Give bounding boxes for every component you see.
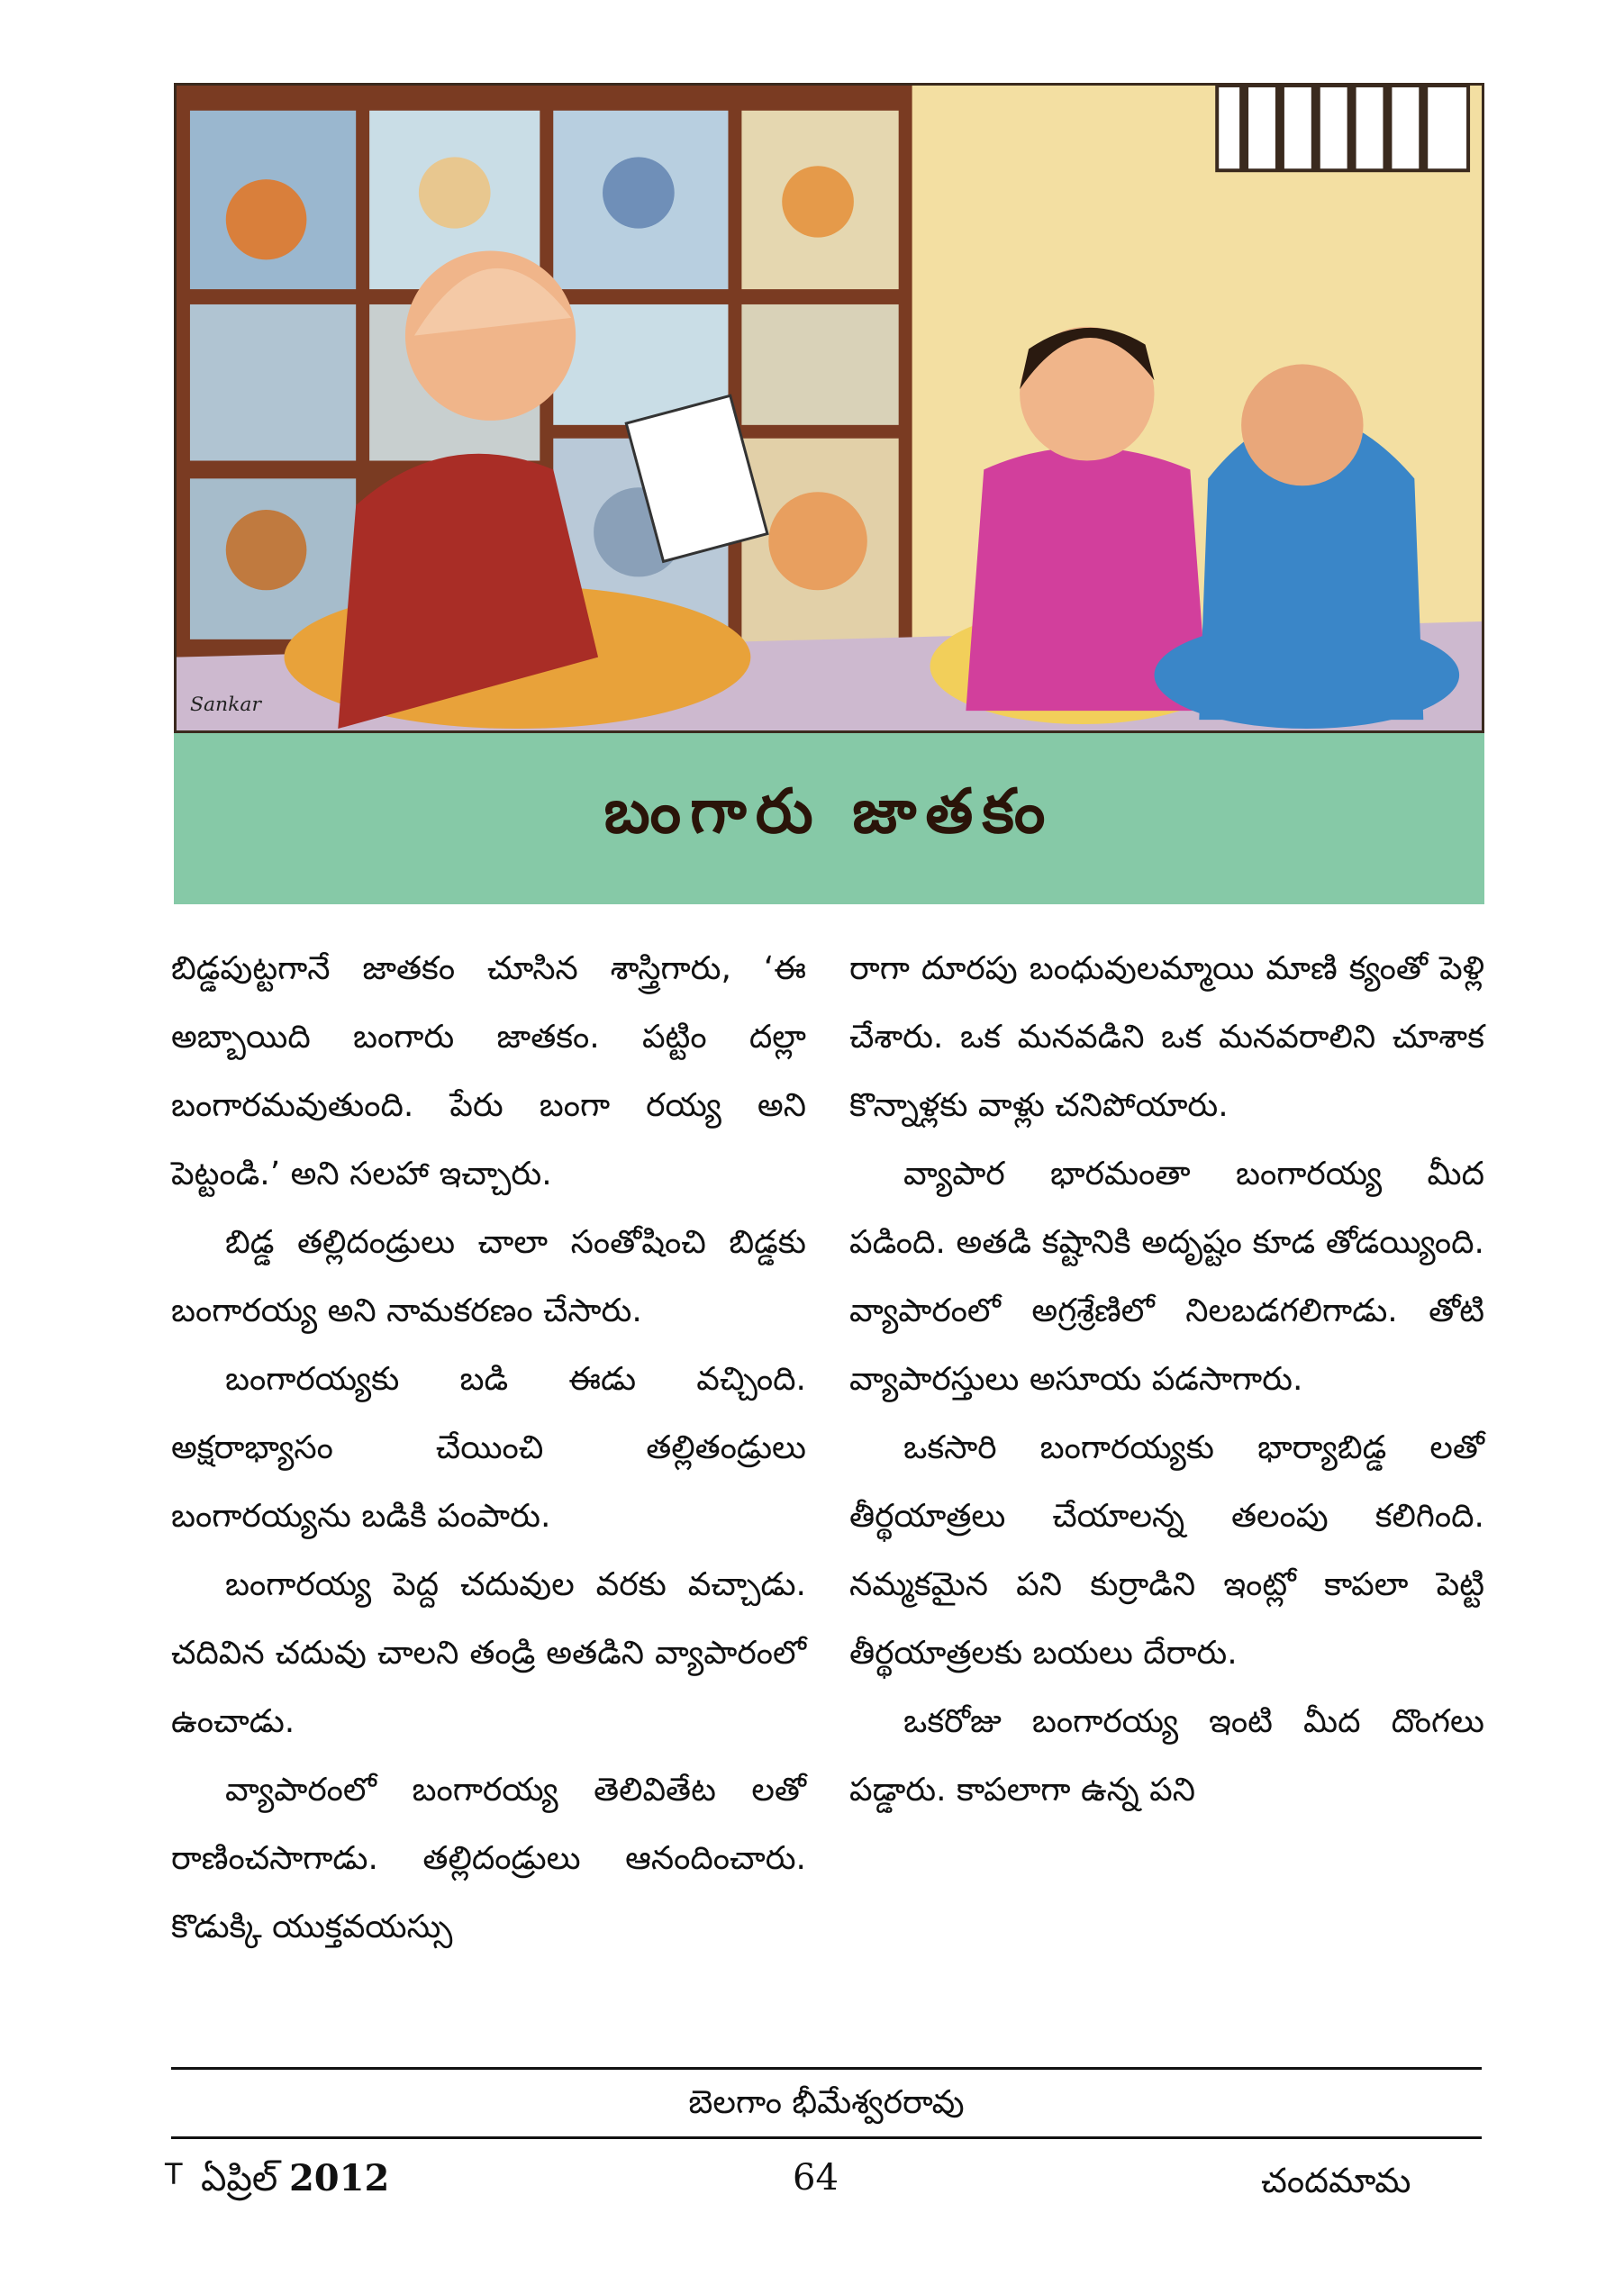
paragraph: బిడ్డ తల్లిదండ్రులు చాలా సంతోషించి బిడ్డకు బంగారయ్య అని నామకరణం చేసారు. <box>171 1224 806 1329</box>
window-bars <box>1217 86 1468 170</box>
illustration-artwork <box>177 86 1482 730</box>
paragraph: బంగారయ్య పెద్ద చదువుల వరకు వచ్చాడు. చదివిన చదువు చాలని తండ్రి అతడిని వ్యాపారంలో ఉంచాడు. <box>171 1566 806 1740</box>
footer-mark: T <box>165 2157 183 2191</box>
magazine-name: చందమామ <box>1261 2161 1411 2200</box>
illustration-signature: Sankar <box>189 694 261 717</box>
issue-year: 2012 <box>288 2157 390 2199</box>
title-band <box>174 733 1484 904</box>
paragraph: బిడ్డపుట్టగానే జాతకం చూసిన శాస్త్రిగారు, ‘ఈ అబ్బాయిది బంగారు జాతకం. పట్టిం దల్లా బంగారమవుతుంది. పేరు బంగా రయ్య అని పెట్టండి.’ అని సలహా ఇచ్చారు. <box>171 950 806 1192</box>
left-column <box>171 935 806 1962</box>
paragraph: బంగారయ్యకు బడి ఈడు వచ్చింది. అక్షరాభ్యాసం చేయించి తల్లితండ్రులు బంగారయ్యను బడికి పంపారు. <box>171 1361 806 1535</box>
paragraph: వ్యాపారంలో బంగారయ్య తెలివితేట లతో రాణించసాగాడు. తల్లిదండ్రులు ఆనందించారు. కొడుక్కి యుక్తవయస్సు <box>171 1772 806 1945</box>
page-number: 64 <box>793 2157 839 2199</box>
paragraph: ఒకరోజు బంగారయ్య ఇంటి మీద దొంగలు పడ్డారు. కాపలాగా ఉన్న పని <box>849 1703 1484 1809</box>
divider-bottom <box>171 2136 1482 2139</box>
issue-month: ఏప్రిల్ <box>201 2158 278 2199</box>
paragraph: రాగా దూరపు బంధువులమ్మాయి మాణి క్యంతో పెళ్లి చేశారు. ఒక మనవడిని ఒక మనవరాలిని చూశాక కొన్నాళ్లకు వాళ్లు చనిపోయారు. <box>849 950 1484 1124</box>
paragraph: ఒకసారి బంగారయ్యకు భార్యాబిడ్డ లతో తీర్థయాత్రలు చేయాలన్న తలంపు కలిగింది. నమ్మకమైన పని కుర్రాడిని ఇంట్లో కాపలా పెట్టి తీర్థయాత్రలకు బయలు దేరారు. <box>849 1429 1484 1672</box>
right-column <box>849 935 1484 1825</box>
author-name: బెలగాం భీమేశ్వరరావు <box>688 2084 965 2121</box>
story-illustration <box>174 83 1484 733</box>
divider-top <box>171 2067 1482 2070</box>
issue-date <box>201 2157 389 2208</box>
paragraph: వ్యాపార భారమంతా బంగారయ్య మీద పడింది. అతడి కష్టానికి అదృష్టం కూడ తోడయ్యింది. వ్యాపారంలో అగ్రశ్రేణిలో నిలబడగలిగాడు. తోటి వ్యాపారస్తులు అసూయ పడసాగారు. <box>849 1156 1484 1398</box>
story-title: బంగారు జాతకం <box>603 775 1055 848</box>
